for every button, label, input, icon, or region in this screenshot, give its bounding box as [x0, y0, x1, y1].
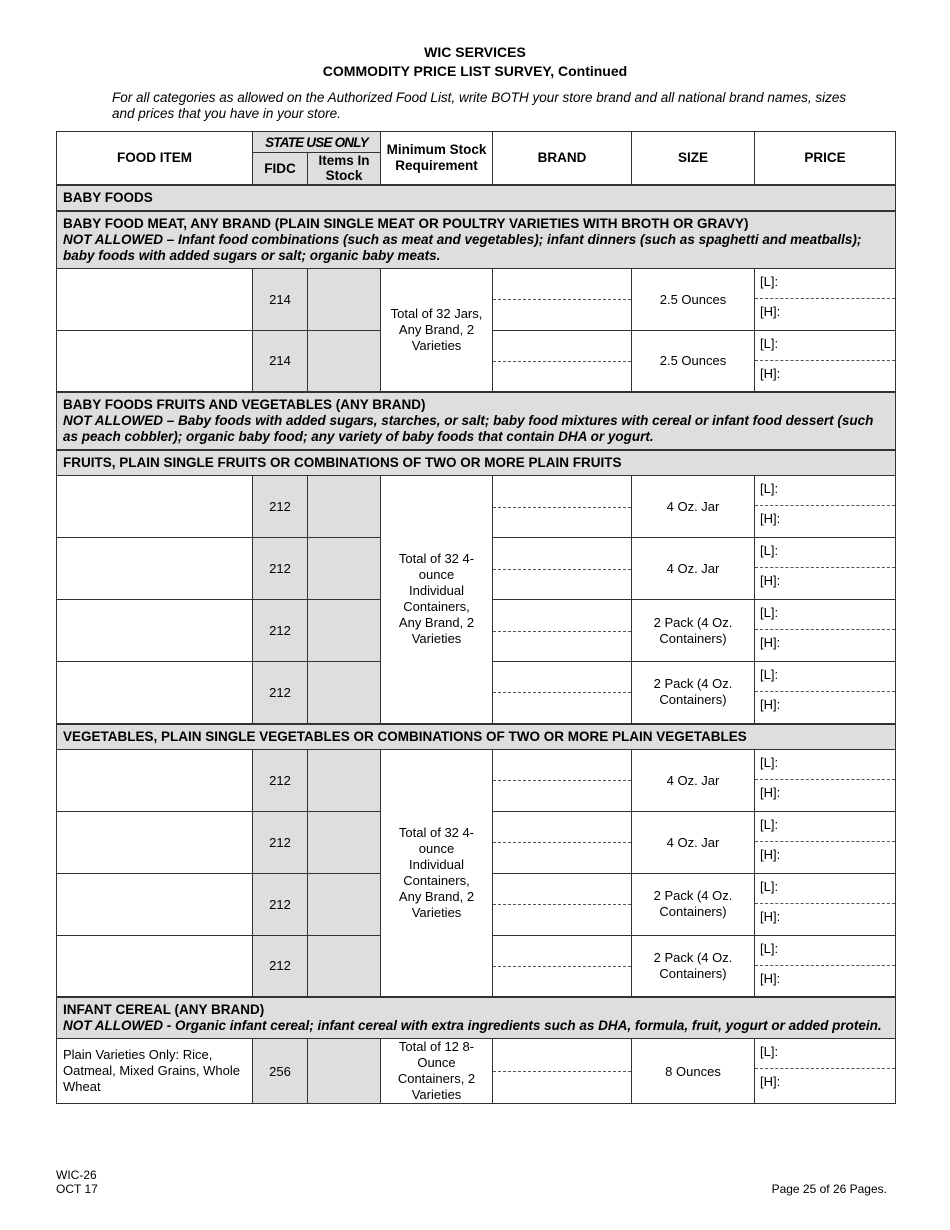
minimum-requirement: Total of 12 8-Ounce Containers, 2 Varieties: [381, 1039, 493, 1104]
size-value: 2.5 Ounces: [632, 330, 755, 392]
items-in-stock-field[interactable]: [308, 873, 381, 935]
items-in-stock-field[interactable]: [308, 476, 381, 538]
price-input[interactable]: [L]: [H]:: [755, 600, 896, 662]
form-id: WIC-26 OCT 17: [56, 1168, 98, 1196]
items-in-stock-field[interactable]: [308, 1039, 381, 1104]
table-row: [57, 1039, 896, 1104]
fidc-code: 212: [253, 662, 308, 724]
food-item-input[interactable]: [57, 476, 253, 538]
items-in-stock-field[interactable]: [308, 538, 381, 600]
col-state-use-only: STATE USE ONLY: [253, 132, 381, 153]
brand-input[interactable]: [493, 330, 632, 392]
fidc-code: 212: [253, 476, 308, 538]
fidc-code: 212: [253, 600, 308, 662]
food-item-input[interactable]: [57, 811, 253, 873]
col-fidc: FIDC: [253, 153, 308, 185]
fidc-code: 212: [253, 873, 308, 935]
fidc-code: 214: [253, 268, 308, 330]
price-input[interactable]: [L]: [H]:: [755, 935, 896, 997]
form-title: WIC SERVICES: [424, 44, 526, 60]
price-input[interactable]: [L]: [H]:: [755, 749, 896, 811]
size-value: 4 Oz. Jar: [632, 476, 755, 538]
size-value: 2 Pack (4 Oz. Containers): [632, 600, 755, 662]
page-number: Page 25 of 26 Pages.: [771, 1182, 887, 1196]
food-item-input[interactable]: [57, 330, 253, 392]
food-item-input[interactable]: [57, 600, 253, 662]
col-size: SIZE: [632, 132, 755, 185]
size-value: 4 Oz. Jar: [632, 749, 755, 811]
food-item-input[interactable]: [57, 662, 253, 724]
instructions: For all categories as allowed on the Authorized Food List, write BOTH your store brand and all national brand names, sizes and prices that you have in your store.: [112, 90, 847, 121]
table-row: [57, 476, 896, 538]
price-input[interactable]: [L]: [H]:: [755, 662, 896, 724]
size-value: 2 Pack (4 Oz. Containers): [632, 873, 755, 935]
brand-input[interactable]: [493, 749, 632, 811]
size-value: 2 Pack (4 Oz. Containers): [632, 935, 755, 997]
section-infant-cereal: INFANT CEREAL (ANY BRAND) NOT ALLOWED - Organic infant cereal; infant cereal with extra ingredients such as DHA, formula, fruit, yogurt or added protein.: [57, 997, 896, 1039]
section-fruits: FRUITS, PLAIN SINGLE FRUITS OR COMBINATIONS OF TWO OR MORE PLAIN FRUITS: [57, 450, 896, 476]
brand-input[interactable]: [493, 538, 632, 600]
food-item-input[interactable]: [57, 268, 253, 330]
minimum-requirement: Total of 32 4-ounce Individual Containers, Any Brand, 2 Varieties: [381, 749, 493, 997]
size-value: 2.5 Ounces: [632, 268, 755, 330]
col-minimum: Minimum Stock Requirement: [381, 132, 493, 185]
food-item-input[interactable]: [57, 873, 253, 935]
size-value: 8 Ounces: [632, 1039, 755, 1104]
items-in-stock-field[interactable]: [308, 811, 381, 873]
food-item-input[interactable]: [57, 935, 253, 997]
food-item-input[interactable]: [57, 749, 253, 811]
price-input[interactable]: [L]: [H]:: [755, 1039, 896, 1104]
price-input[interactable]: [L]: [H]:: [755, 330, 896, 392]
section-fruits-vegetables: BABY FOODS FRUITS AND VEGETABLES (ANY BRAND) NOT ALLOWED – Baby foods with added sugars, starches, or salt; baby food mixtures with cereal or infant food dessert (such as peach cobbler); organic baby food; any variety of baby foods that contain DHA or yogurt.: [57, 392, 896, 450]
col-price: PRICE: [755, 132, 896, 185]
items-in-stock-field[interactable]: [308, 330, 381, 392]
brand-input[interactable]: [493, 662, 632, 724]
items-in-stock-field[interactable]: [308, 935, 381, 997]
brand-input[interactable]: [493, 600, 632, 662]
brand-input[interactable]: [493, 476, 632, 538]
items-in-stock-field[interactable]: [308, 749, 381, 811]
size-value: 4 Oz. Jar: [632, 811, 755, 873]
col-food-item: FOOD ITEM: [57, 132, 253, 185]
price-input[interactable]: [L]: [H]:: [755, 873, 896, 935]
items-in-stock-field[interactable]: [308, 662, 381, 724]
price-survey-table: [56, 131, 896, 1104]
brand-input[interactable]: [493, 1039, 632, 1104]
items-in-stock-field[interactable]: [308, 268, 381, 330]
section-baby-food-meat: BABY FOOD MEAT, ANY BRAND (PLAIN SINGLE MEAT OR POULTRY VARIETIES WITH BROTH OR GRAVY) NOT ALLOWED – Infant food combinations (such as meat and vegetables); infant dinners (such as spaghetti and meatballs); baby foods with added sugars or salt; organic baby meats.: [57, 211, 896, 269]
fidc-code: 212: [253, 749, 308, 811]
items-in-stock-field[interactable]: [308, 600, 381, 662]
fidc-code: 212: [253, 811, 308, 873]
brand-input[interactable]: [493, 268, 632, 330]
price-input[interactable]: [L]: [H]:: [755, 538, 896, 600]
food-item-text: Plain Varieties Only: Rice, Oatmeal, Mixed Grains, Whole Wheat: [57, 1039, 253, 1104]
size-value: 4 Oz. Jar: [632, 538, 755, 600]
price-input[interactable]: [L]: [H]:: [755, 811, 896, 873]
table-row: [57, 749, 896, 811]
minimum-requirement: Total of 32 4-ounce Individual Containers, Any Brand, 2 Varieties: [381, 476, 493, 724]
minimum-requirement: Total of 32 Jars, Any Brand, 2 Varieties: [381, 268, 493, 392]
fidc-code: 212: [253, 935, 308, 997]
section-baby-foods: BABY FOODS: [57, 185, 896, 211]
form-subtitle: COMMODITY PRICE LIST SURVEY, Continued: [322, 63, 628, 79]
fidc-code: 212: [253, 538, 308, 600]
price-input[interactable]: [L]: [H]:: [755, 476, 896, 538]
brand-input[interactable]: [493, 935, 632, 997]
food-item-input[interactable]: [57, 538, 253, 600]
fidc-code: 256: [253, 1039, 308, 1104]
brand-input[interactable]: [493, 873, 632, 935]
fidc-code: 214: [253, 330, 308, 392]
section-vegetables: VEGETABLES, PLAIN SINGLE VEGETABLES OR COMBINATIONS OF TWO OR MORE PLAIN VEGETABLES: [57, 724, 896, 750]
price-input[interactable]: [L]: [H]:: [755, 268, 896, 330]
brand-input[interactable]: [493, 811, 632, 873]
table-row: [57, 268, 896, 330]
col-brand: BRAND: [493, 132, 632, 185]
size-value: 2 Pack (4 Oz. Containers): [632, 662, 755, 724]
col-items-in-stock: Items In Stock: [308, 153, 381, 185]
